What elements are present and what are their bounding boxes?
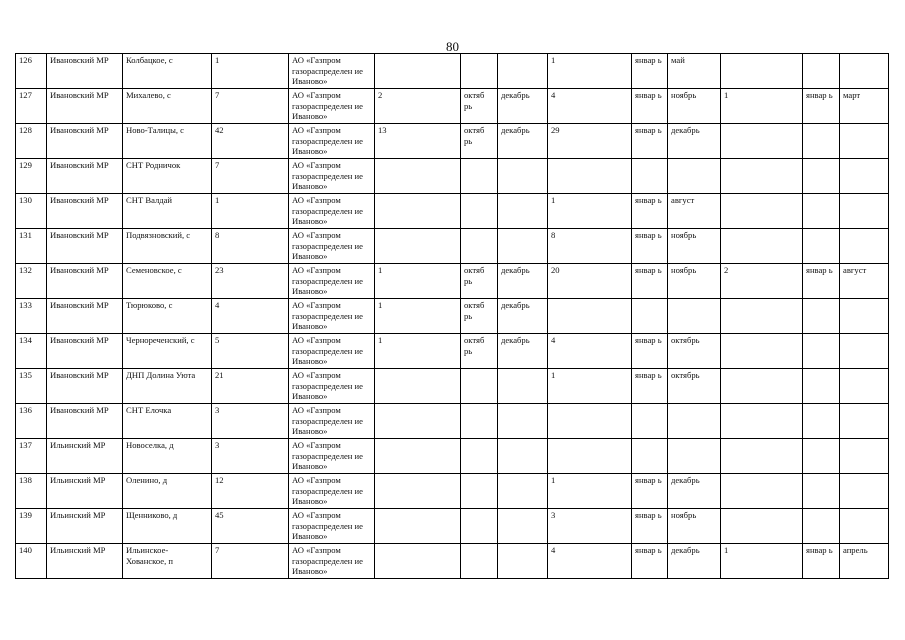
cell-operator: АО «Газпром газораспределен ие Иваново» [289,264,375,299]
cell-count-a [375,159,461,194]
cell-end-month-c [840,334,889,369]
cell-end-month-b: ноябрь [668,509,721,544]
cell-district: Ивановский МР [47,299,123,334]
cell-start-month-c: январ ь [803,89,840,124]
cell-start-month-c: январ ь [803,264,840,299]
cell-end-month-a [498,159,548,194]
cell-start-month-b: январ ь [632,124,668,159]
cell-households: 21 [212,369,289,404]
cell-end-month-c [840,509,889,544]
cell-count-c [721,334,803,369]
table-row [16,299,889,334]
cell-count-c [721,439,803,474]
cell-settlement: Колбацкое, с [123,54,212,89]
table-row [16,124,889,159]
cell-start-month-c [803,334,840,369]
cell-operator: АО «Газпром газораспределен ие Иваново» [289,404,375,439]
cell-count-b: 1 [548,54,632,89]
cell-count-b: 20 [548,264,632,299]
cell-operator: АО «Газпром газораспределен ие Иваново» [289,544,375,579]
cell-households: 1 [212,194,289,229]
cell-district: Ивановский МР [47,369,123,404]
cell-settlement: СНТ Родничок [123,159,212,194]
cell-start-month-b: январ ь [632,509,668,544]
table-row [16,54,889,89]
cell-count-b [548,404,632,439]
cell-count-b: 29 [548,124,632,159]
cell-operator: АО «Газпром газораспределен ие Иваново» [289,54,375,89]
cell-end-month-c [840,369,889,404]
cell-district: Ильинский МР [47,474,123,509]
cell-settlement: Михалево, с [123,89,212,124]
cell-households: 8 [212,229,289,264]
cell-start-month-c [803,124,840,159]
cell-operator: АО «Газпром газораспределен ие Иваново» [289,194,375,229]
cell-count-b: 1 [548,474,632,509]
cell-end-month-a [498,194,548,229]
cell-count-c [721,404,803,439]
cell-count-c [721,159,803,194]
table-row [16,194,889,229]
cell-end-month-a [498,404,548,439]
cell-count-b: 1 [548,369,632,404]
cell-operator: АО «Газпром газораспределен ие Иваново» [289,509,375,544]
cell-count-c [721,54,803,89]
cell-households: 1 [212,54,289,89]
cell-households: 3 [212,439,289,474]
cell-start-month-b [632,439,668,474]
cell-district: Ивановский МР [47,159,123,194]
cell-settlement: Ильинское-Хованское, п [123,544,212,579]
cell-end-month-a: декабрь [498,299,548,334]
table-row [16,404,889,439]
cell-row-number: 135 [16,369,47,404]
cell-count-a [375,509,461,544]
cell-end-month-c [840,229,889,264]
cell-start-month-c [803,439,840,474]
table-row [16,334,889,369]
cell-start-month-b: январ ь [632,369,668,404]
table-row [16,544,889,579]
cell-end-month-c [840,54,889,89]
cell-start-month-b: январ ь [632,474,668,509]
cell-count-a [375,194,461,229]
cell-start-month-c [803,474,840,509]
cell-count-c [721,229,803,264]
cell-count-b: 4 [548,544,632,579]
cell-start-month-c [803,54,840,89]
cell-end-month-b [668,404,721,439]
cell-households: 5 [212,334,289,369]
cell-count-c [721,124,803,159]
cell-count-c [721,194,803,229]
cell-district: Ивановский МР [47,89,123,124]
cell-end-month-a [498,439,548,474]
cell-district: Ивановский МР [47,124,123,159]
cell-start-month-a: октяб рь [461,124,498,159]
cell-row-number: 138 [16,474,47,509]
cell-end-month-b: ноябрь [668,89,721,124]
cell-start-month-a [461,509,498,544]
cell-start-month-a [461,404,498,439]
cell-end-month-b: декабрь [668,474,721,509]
cell-start-month-a: октяб рь [461,264,498,299]
cell-settlement: Чернореченский, с [123,334,212,369]
cell-end-month-b: октябрь [668,369,721,404]
cell-row-number: 130 [16,194,47,229]
cell-start-month-c: январ ь [803,544,840,579]
cell-district: Ивановский МР [47,404,123,439]
cell-end-month-c: август [840,264,889,299]
cell-count-c: 2 [721,264,803,299]
cell-count-b: 1 [548,194,632,229]
cell-start-month-a [461,194,498,229]
cell-row-number: 137 [16,439,47,474]
cell-start-month-a: октяб рь [461,299,498,334]
cell-start-month-c [803,509,840,544]
cell-end-month-c [840,439,889,474]
cell-end-month-b: ноябрь [668,229,721,264]
cell-count-a: 2 [375,89,461,124]
cell-end-month-b [668,439,721,474]
cell-count-b [548,299,632,334]
cell-row-number: 132 [16,264,47,299]
cell-count-b: 4 [548,89,632,124]
cell-district: Ильинский МР [47,509,123,544]
cell-start-month-b: январ ь [632,229,668,264]
cell-operator: АО «Газпром газораспределен ие Иваново» [289,439,375,474]
table-row [16,89,889,124]
cell-end-month-a: декабрь [498,124,548,159]
cell-households: 42 [212,124,289,159]
cell-start-month-c [803,299,840,334]
cell-start-month-b: январ ь [632,194,668,229]
cell-households: 7 [212,544,289,579]
cell-households: 7 [212,159,289,194]
cell-count-a [375,54,461,89]
cell-district: Ивановский МР [47,229,123,264]
cell-count-a [375,404,461,439]
cell-start-month-b: январ ь [632,334,668,369]
cell-count-a [375,369,461,404]
cell-count-a [375,439,461,474]
cell-start-month-a [461,474,498,509]
cell-settlement: Тюрюково, с [123,299,212,334]
cell-end-month-a: декабрь [498,334,548,369]
cell-end-month-b: декабрь [668,124,721,159]
cell-district: Ивановский МР [47,194,123,229]
cell-district: Ивановский МР [47,334,123,369]
cell-count-b: 4 [548,334,632,369]
cell-start-month-b: январ ь [632,544,668,579]
cell-count-a: 1 [375,299,461,334]
cell-start-month-c [803,229,840,264]
cell-end-month-b: ноябрь [668,264,721,299]
cell-district: Ивановский МР [47,54,123,89]
cell-end-month-c [840,404,889,439]
cell-count-c [721,474,803,509]
cell-count-a: 1 [375,334,461,369]
table-row [16,509,889,544]
cell-count-c [721,509,803,544]
cell-row-number: 128 [16,124,47,159]
cell-end-month-a [498,54,548,89]
cell-households: 45 [212,509,289,544]
cell-end-month-c: март [840,89,889,124]
cell-end-month-b [668,299,721,334]
cell-end-month-b: август [668,194,721,229]
cell-start-month-a [461,159,498,194]
cell-end-month-a [498,369,548,404]
cell-district: Ильинский МР [47,544,123,579]
cell-start-month-a [461,54,498,89]
cell-households: 3 [212,404,289,439]
table-row [16,159,889,194]
cell-end-month-a: декабрь [498,264,548,299]
cell-settlement: СНТ Валдай [123,194,212,229]
cell-row-number: 134 [16,334,47,369]
cell-start-month-c [803,194,840,229]
cell-settlement: Ново-Талицы, с [123,124,212,159]
cell-operator: АО «Газпром газораспределен ие Иваново» [289,229,375,264]
cell-count-c: 1 [721,544,803,579]
cell-start-month-b: январ ь [632,264,668,299]
cell-count-a: 1 [375,264,461,299]
cell-end-month-a [498,229,548,264]
cell-count-a [375,229,461,264]
cell-count-b: 3 [548,509,632,544]
cell-settlement: ДНП Долина Уюта [123,369,212,404]
cell-operator: АО «Газпром газораспределен ие Иваново» [289,299,375,334]
cell-end-month-c [840,124,889,159]
cell-count-b [548,159,632,194]
cell-start-month-b [632,159,668,194]
cell-settlement: Оленино, д [123,474,212,509]
cell-settlement: Новоселка, д [123,439,212,474]
cell-district: Ивановский МР [47,264,123,299]
cell-end-month-c [840,474,889,509]
table-body [16,54,889,579]
cell-count-c: 1 [721,89,803,124]
cell-row-number: 133 [16,299,47,334]
table-row [16,439,889,474]
cell-count-a [375,474,461,509]
cell-end-month-a: декабрь [498,89,548,124]
cell-count-c [721,369,803,404]
cell-count-b: 8 [548,229,632,264]
table-row [16,229,889,264]
cell-operator: АО «Газпром газораспределен ие Иваново» [289,89,375,124]
cell-start-month-a [461,439,498,474]
cell-households: 12 [212,474,289,509]
cell-households: 23 [212,264,289,299]
cell-count-a [375,544,461,579]
cell-count-a: 13 [375,124,461,159]
cell-operator: АО «Газпром газораспределен ие Иваново» [289,124,375,159]
cell-count-c [721,299,803,334]
cell-row-number: 131 [16,229,47,264]
cell-row-number: 136 [16,404,47,439]
cell-row-number: 140 [16,544,47,579]
cell-end-month-b [668,159,721,194]
cell-row-number: 127 [16,89,47,124]
table-row [16,474,889,509]
cell-operator: АО «Газпром газораспределен ие Иваново» [289,159,375,194]
cell-end-month-a [498,544,548,579]
cell-settlement: Щенниково, д [123,509,212,544]
cell-row-number: 126 [16,54,47,89]
cell-end-month-a [498,474,548,509]
cell-start-month-a [461,369,498,404]
cell-end-month-a [498,509,548,544]
cell-end-month-b: декабрь [668,544,721,579]
cell-start-month-b: январ ь [632,89,668,124]
cell-settlement: Семеновское, с [123,264,212,299]
cell-end-month-c [840,194,889,229]
gasification-schedule-table [15,53,889,579]
cell-start-month-c [803,404,840,439]
table-row [16,369,889,404]
cell-end-month-c [840,299,889,334]
cell-start-month-c [803,369,840,404]
cell-settlement: Подвязновский, с [123,229,212,264]
cell-district: Ильинский МР [47,439,123,474]
cell-households: 4 [212,299,289,334]
cell-start-month-a: октяб рь [461,334,498,369]
cell-start-month-c [803,159,840,194]
cell-count-b [548,439,632,474]
cell-start-month-b [632,404,668,439]
cell-operator: АО «Газпром газораспределен ие Иваново» [289,369,375,404]
cell-end-month-b: октябрь [668,334,721,369]
cell-end-month-b: май [668,54,721,89]
cell-start-month-b: январ ь [632,54,668,89]
cell-start-month-a: октяб рь [461,89,498,124]
cell-end-month-c: апрель [840,544,889,579]
cell-end-month-c [840,159,889,194]
cell-households: 7 [212,89,289,124]
page-number: 80 [446,39,459,54]
table-row [16,264,889,299]
cell-start-month-b [632,299,668,334]
cell-settlement: СНТ Елочка [123,404,212,439]
cell-row-number: 129 [16,159,47,194]
cell-operator: АО «Газпром газораспределен ие Иваново» [289,334,375,369]
cell-operator: АО «Газпром газораспределен ие Иваново» [289,474,375,509]
cell-start-month-a [461,544,498,579]
cell-row-number: 139 [16,509,47,544]
cell-start-month-a [461,229,498,264]
